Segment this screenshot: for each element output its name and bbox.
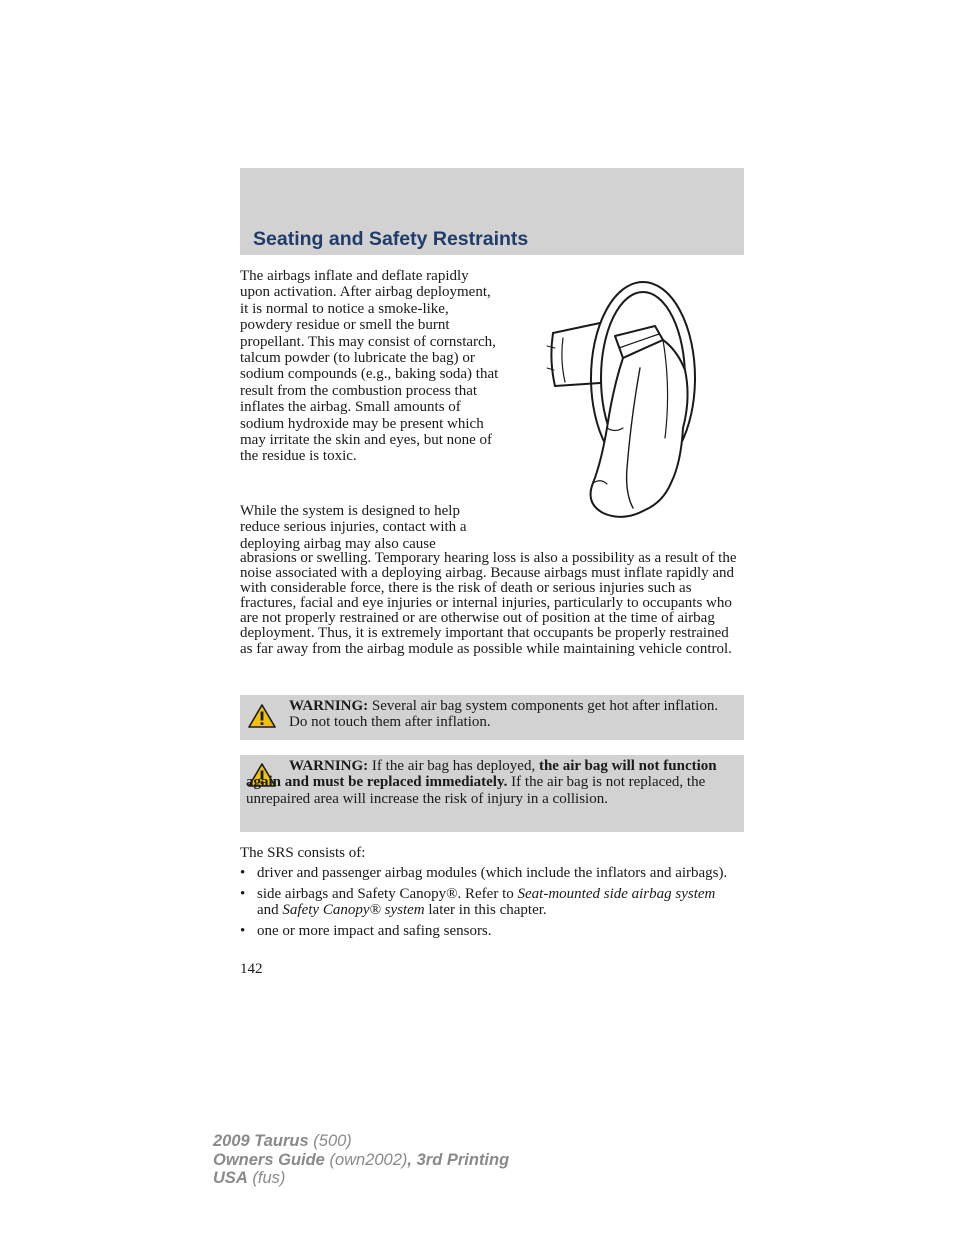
- warning-text: WARNING: If the air bag has deployed, the air bag will not function again and must be replaced immediately. If the air bag is not replaced, the unrepaired area will increase the risk of injury in a collision.: [246, 758, 717, 807]
- cross-reference: Safety Canopy® system: [282, 901, 425, 918]
- cross-reference: Seat-mounted side airbag system: [517, 886, 716, 903]
- page-number: 142: [240, 961, 263, 977]
- list-item: • side airbags and Safety Canopy®. Refer to Seat-mounted side airbag system and Safety Canopy® system later in this chapter.: [240, 886, 716, 918]
- footer-edition-info: 2009 Taurus (500) Owners Guide (own2002), 3rd Printing USA (fus): [213, 1132, 510, 1188]
- paragraph-injuries-rest: abrasions or swelling. Temporary hearing loss is also a possibility as a result of the noise associated with a deploying airbag. Because airbags must inflate rapidly and with considerable force, there is the risk of death or serious injuries such as fractures, facial and eye injuries or internal injuries, particularly to occupants who are not properly restrained or are otherwise out of position at the time of airbag deployment. Thus, it is extremely important that occupants be properly restrained as far away from the airbag module as possible while maintaining vehicle control.: [240, 550, 737, 657]
- list-item: • driver and passenger airbag modules (which include the inflators and airbags).: [240, 865, 728, 881]
- warning-box-deployed: [240, 755, 744, 832]
- warning-box-hot-components: [240, 695, 744, 740]
- srs-component-list: [240, 866, 740, 946]
- airbag-deployment-illustration: [545, 278, 705, 526]
- paragraph-residue: The airbags inflate and deflate rapidly upon activation. After airbag deployment, it is normal to notice a smoke-like, powdery residue or smell the burnt propellant. This may consist of cornstarch, talcum powder (to lubricate the bag) or sodium compounds (e.g., baking soda) that result from the combustion process that inflates the airbag. Small amounts of sodium hydroxide may be present which may irritate the skin and eyes, but none of the residue is toxic.: [240, 268, 499, 465]
- paragraph-injuries-top: While the system is designed to help reduce serious injuries, contact with a deploying airbag may also cause: [240, 503, 467, 552]
- warning-label: WARNING:: [289, 698, 369, 714]
- warning-label: WARNING:: [289, 758, 369, 774]
- srs-intro: The SRS consists of:: [240, 845, 366, 861]
- list-item: • one or more impact and safing sensors.: [240, 923, 492, 940]
- warning-text: WARNING: Several air bag system components get hot after inflation. Do not touch them after inflation.: [289, 698, 719, 731]
- section-title: Seating and Safety Restraints: [253, 228, 529, 250]
- warning-triangle-icon: [248, 703, 276, 729]
